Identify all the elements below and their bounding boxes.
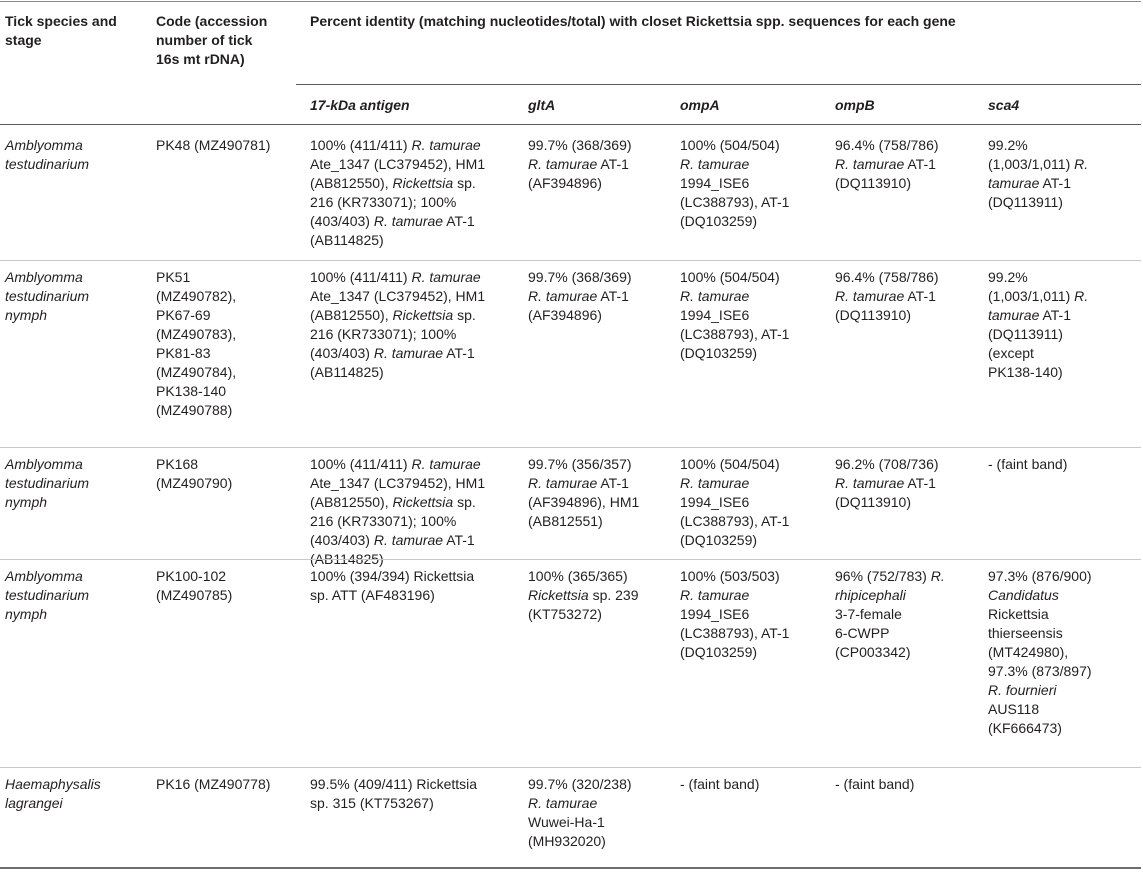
- cell-line: thierseensis: [988, 625, 1063, 641]
- cell-line: 99.2%: [988, 137, 1028, 153]
- cell-line: Amblyomma: [5, 568, 83, 584]
- cell-line: - (faint band): [835, 776, 915, 792]
- cell-line: R. tamurae: [680, 288, 750, 304]
- cell-line: (DQ113911): [988, 194, 1063, 210]
- cell-line: sp. ATT (AF483196): [310, 587, 435, 603]
- cell-line: 100% (504/504): [680, 137, 780, 153]
- cell-line: Ate_1347 (LC379452), HM1: [310, 288, 486, 304]
- table-cell-ompb: [835, 455, 939, 512]
- cell-line: R. tamurae: [680, 475, 750, 491]
- table-cell-ompb: [835, 567, 945, 662]
- cell-line: (AB812550), Rickettsia sp.: [310, 494, 476, 510]
- header-code-line: Code (accession: [156, 13, 268, 29]
- header-code: [156, 12, 296, 69]
- cell-line: 6-CWPP: [835, 625, 890, 641]
- table-cell-ompb: [835, 775, 914, 794]
- table-cell-species: [5, 136, 89, 174]
- table-cell-sca4: [988, 136, 1088, 212]
- header-gene-glta: [528, 96, 555, 115]
- cell-line: 99.5% (409/411) Rickettsia: [310, 776, 478, 792]
- cell-line: 99.7% (368/369): [528, 137, 632, 153]
- cell-line: Ate_1347 (LC379452), HM1: [310, 475, 486, 491]
- table-cell-species: [5, 775, 101, 813]
- header-species-line: Tick species and: [5, 13, 117, 29]
- cell-line: lagrangei: [5, 795, 63, 811]
- cell-line: 216 (KR733071); 100%: [310, 513, 457, 529]
- cell-line: (KT753272): [528, 606, 602, 622]
- cell-line: PK168: [156, 456, 199, 472]
- cell-line: (DQ103259): [680, 644, 758, 660]
- cell-line: (DQ113910): [835, 307, 912, 323]
- cell-line: 96.2% (708/736): [835, 456, 939, 472]
- table-cell-kda: [310, 567, 474, 605]
- cell-line: PK138-140: [156, 383, 227, 399]
- cell-line: (LC388793), AT-1: [680, 194, 790, 210]
- cell-line: 99.7% (356/357): [528, 456, 632, 472]
- top-rule: [0, 1, 1141, 2]
- cell-line: Rickettsia: [988, 606, 1049, 622]
- cell-line: 1994_ISE6: [680, 175, 750, 191]
- cell-line: 216 (KR733071); 100%: [310, 326, 457, 342]
- cell-line: 100% (503/503): [680, 568, 780, 584]
- table-cell-sca4: [988, 455, 1067, 474]
- cell-line: 100% (411/411) R. tamurae: [310, 137, 481, 153]
- cell-line: R. tamurae: [680, 587, 750, 603]
- cell-line: Haemaphysalis: [5, 776, 101, 792]
- row-divider: [0, 559, 1141, 560]
- table-cell-glta: [528, 268, 632, 325]
- table-cell-ompb: [835, 136, 939, 193]
- cell-line: AUS118: [988, 701, 1040, 717]
- cell-line: nymph: [5, 606, 48, 622]
- cell-line: (MT424980),: [988, 644, 1069, 660]
- header-bottom-rule: [0, 124, 1141, 125]
- cell-line: 100% (411/411) R. tamurae: [310, 456, 481, 472]
- cell-line: 96.4% (758/786): [835, 137, 939, 153]
- cell-line: 99.7% (368/369): [528, 269, 632, 285]
- cell-line: 96% (752/783) R.: [835, 568, 945, 584]
- table-cell-kda: [310, 455, 485, 569]
- cell-line: Rickettsia sp. 239: [528, 587, 639, 603]
- header-gene-sca4-text: sca4: [988, 97, 1020, 113]
- cell-line: PK16 (MZ490778): [156, 776, 271, 792]
- cell-line: (MZ490785): [156, 587, 233, 603]
- cell-line: (KF666473): [988, 720, 1062, 736]
- bottom-rule: [0, 867, 1141, 869]
- header-gene-ompa: [680, 96, 720, 115]
- table-cell-glta: [528, 455, 639, 531]
- cell-line: Wuwei-Ha-1: [528, 814, 605, 830]
- cell-line: PK67-69: [156, 307, 211, 323]
- table-cell-sca4: [988, 268, 1088, 382]
- cell-line: Candidatus: [988, 587, 1059, 603]
- row-divider: [0, 767, 1141, 768]
- cell-line: (1,003/1,011) R.: [988, 156, 1089, 172]
- cell-line: testudinarium: [5, 587, 90, 603]
- cell-line: 100% (394/394) Rickettsia: [310, 568, 475, 584]
- cell-line: 97.3% (873/897): [988, 663, 1092, 679]
- cell-line: (MZ490790): [156, 475, 233, 491]
- cell-line: (AB812550), Rickettsia sp.: [310, 307, 476, 323]
- cell-line: (MZ490783),: [156, 326, 237, 342]
- cell-line: (AB114825): [310, 232, 384, 248]
- cell-line: Amblyomma: [5, 456, 83, 472]
- cell-line: (DQ103259): [680, 532, 758, 548]
- header-identity: Percent identity (matching nucleotides/total) with closet Rickettsia spp. sequences for each gene: [310, 13, 956, 29]
- cell-line: R. fournieri: [988, 682, 1057, 698]
- table-cell-sca4: [988, 567, 1092, 738]
- cell-line: (MH932020): [528, 833, 606, 849]
- table-cell-ompa: [680, 455, 789, 550]
- cell-line: (DQ103259): [680, 213, 758, 229]
- cell-line: (LC388793), AT-1: [680, 513, 790, 529]
- cell-line: PK51: [156, 269, 191, 285]
- cell-line: (LC388793), AT-1: [680, 326, 790, 342]
- table-cell-species: [5, 567, 89, 624]
- cell-line: tamurae AT-1: [988, 307, 1072, 323]
- row-divider: [0, 447, 1141, 448]
- cell-line: (LC388793), AT-1: [680, 625, 790, 641]
- cell-line: (MZ490782),: [156, 288, 237, 304]
- header-gene-ompb: [835, 96, 875, 115]
- cell-line: (AB114825): [310, 364, 384, 380]
- cell-line: R. tamurae AT-1: [528, 156, 629, 172]
- cell-line: (DQ113911): [988, 326, 1063, 342]
- cell-line: rhipicephali: [835, 587, 906, 603]
- table-cell-code: [156, 775, 270, 794]
- table-cell-ompb: [835, 268, 939, 325]
- cell-line: 1994_ISE6: [680, 606, 750, 622]
- cell-line: (403/403) R. tamurae AT-1: [310, 532, 475, 548]
- cell-line: (1,003/1,011) R.: [988, 288, 1089, 304]
- table-cell-species: [5, 455, 89, 512]
- table-cell-glta: [528, 136, 632, 193]
- row-divider: [0, 260, 1141, 261]
- cell-line: testudinarium: [5, 288, 90, 304]
- table-cell-ompa: [680, 268, 789, 363]
- cell-line: PK48 (MZ490781): [156, 137, 271, 153]
- cell-line: 100% (504/504): [680, 456, 780, 472]
- cell-line: R. tamurae AT-1: [528, 475, 629, 491]
- cell-line: 100% (365/365): [528, 568, 628, 584]
- cell-line: (AB114825): [310, 551, 384, 567]
- cell-line: (403/403) R. tamurae AT-1: [310, 213, 475, 229]
- header-code-line: number of tick: [156, 32, 253, 48]
- cell-line: R. tamurae: [680, 156, 750, 172]
- header-gene-ompb-text: ompB: [835, 97, 875, 113]
- header-species: [5, 12, 145, 50]
- table-cell-code: [156, 455, 232, 493]
- cell-line: 216 (KR733071); 100%: [310, 194, 457, 210]
- cell-line: 1994_ISE6: [680, 307, 750, 323]
- cell-line: 97.3% (876/900): [988, 568, 1092, 584]
- cell-line: R. tamurae AT-1: [835, 156, 936, 172]
- table-cell-kda: [310, 136, 485, 250]
- cell-line: Amblyomma: [5, 269, 83, 285]
- subheader-rule: [296, 84, 1141, 85]
- header-gene-sca4: [988, 96, 1019, 115]
- cell-line: (DQ103259): [680, 345, 758, 361]
- cell-line: (403/403) R. tamurae AT-1: [310, 345, 475, 361]
- cell-line: 1994_ISE6: [680, 494, 750, 510]
- cell-line: R. tamurae AT-1: [835, 475, 936, 491]
- cell-line: testudinarium: [5, 475, 90, 491]
- cell-line: (CP003342): [835, 644, 911, 660]
- cell-line: (AF394896): [528, 175, 602, 191]
- cell-line: R. tamurae: [528, 795, 598, 811]
- table-cell-code: [156, 136, 270, 155]
- cell-line: Ate_1347 (LC379452), HM1: [310, 156, 486, 172]
- table-cell-glta: [528, 775, 632, 851]
- cell-line: sp. 315 (KT753267): [310, 795, 434, 811]
- cell-line: (AF394896): [528, 307, 602, 323]
- table-cell-kda: [310, 268, 485, 382]
- cell-line: R. tamurae AT-1: [835, 288, 936, 304]
- cell-line: testudinarium: [5, 156, 90, 172]
- header-gene-glta-text: gltA: [528, 97, 556, 113]
- cell-line: (AB812551): [528, 513, 603, 529]
- cell-line: PK81-83: [156, 345, 211, 361]
- header-gene-17kda: [310, 96, 410, 115]
- table-cell-code: [156, 268, 236, 420]
- table-cell-code: [156, 567, 232, 605]
- cell-line: 96.4% (758/786): [835, 269, 939, 285]
- cell-line: (AF394896), HM1: [528, 494, 640, 510]
- cell-line: (DQ113910): [835, 494, 912, 510]
- cell-line: 100% (504/504): [680, 269, 780, 285]
- header-code-line: 16s mt rDNA): [156, 51, 245, 67]
- cell-line: nymph: [5, 307, 48, 323]
- table-cell-ompa: [680, 775, 759, 794]
- header-gene-17kda-text: 17-kDa antigen: [310, 97, 410, 113]
- cell-line: (except: [988, 345, 1034, 361]
- cell-line: - (faint band): [988, 456, 1068, 472]
- table-cell-species: [5, 268, 89, 325]
- table-cell-kda: [310, 775, 477, 813]
- header-species-line: stage: [5, 32, 42, 48]
- cell-line: tamurae AT-1: [988, 175, 1072, 191]
- table-cell-ompa: [680, 136, 789, 231]
- cell-line: Amblyomma: [5, 137, 83, 153]
- header-gene-ompa-text: ompA: [680, 97, 720, 113]
- table-cell-glta: [528, 567, 639, 624]
- cell-line: (MZ490788): [156, 402, 233, 418]
- cell-line: nymph: [5, 494, 48, 510]
- cell-line: (MZ490784),: [156, 364, 237, 380]
- cell-line: - (faint band): [680, 776, 760, 792]
- cell-line: (DQ113910): [835, 175, 912, 191]
- cell-line: R. tamurae AT-1: [528, 288, 629, 304]
- cell-line: PK138-140): [988, 364, 1063, 380]
- cell-line: PK100-102: [156, 568, 227, 584]
- cell-line: (AB812550), Rickettsia sp.: [310, 175, 476, 191]
- table-cell-ompa: [680, 567, 789, 662]
- cell-line: 99.7% (320/238): [528, 776, 632, 792]
- cell-line: 99.2%: [988, 269, 1028, 285]
- cell-line: 3-7-female: [835, 606, 902, 622]
- cell-line: 100% (411/411) R. tamurae: [310, 269, 481, 285]
